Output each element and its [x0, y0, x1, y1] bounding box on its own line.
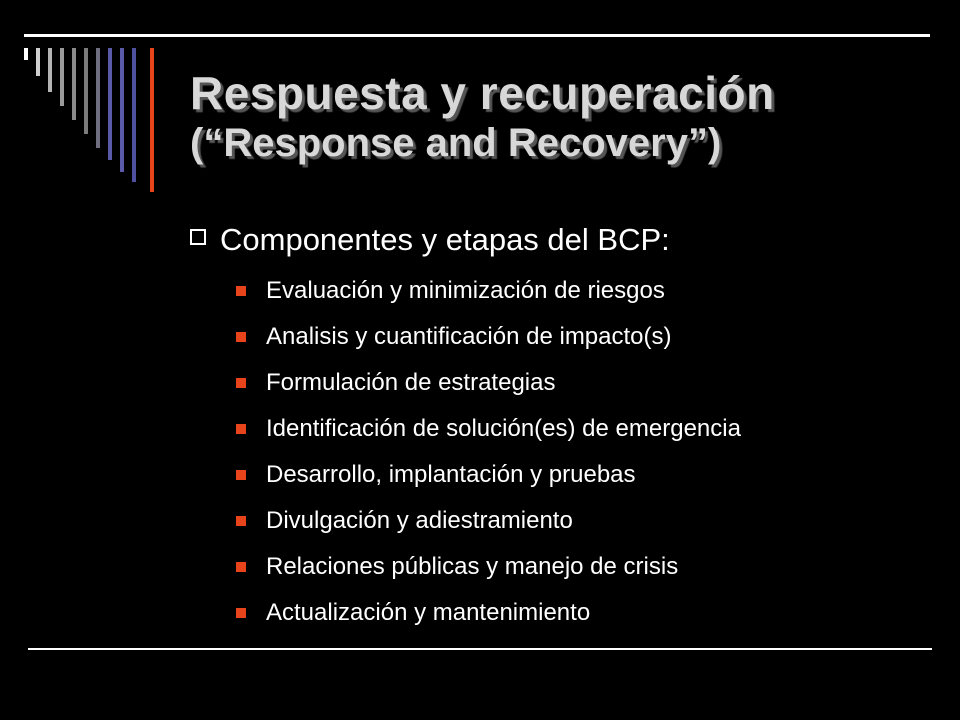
stripe — [72, 48, 76, 120]
stripe — [132, 48, 136, 182]
list-item-text: Identificación de solución(es) de emergencia — [266, 415, 741, 442]
stripe — [96, 48, 100, 148]
stripe — [84, 48, 88, 134]
filled-square-icon — [236, 424, 246, 434]
filled-square-icon — [236, 378, 246, 388]
list-item — [236, 314, 741, 360]
filled-square-icon — [236, 332, 246, 342]
stripe — [36, 48, 40, 76]
stripe — [60, 48, 64, 106]
slide-title — [190, 66, 930, 166]
bottom-divider-line — [28, 648, 932, 650]
list-item — [236, 360, 741, 406]
stripe — [108, 48, 112, 160]
list-item — [236, 406, 741, 452]
list-item — [236, 544, 741, 590]
list-item-text: Analisis y cuantificación de impacto(s) — [266, 323, 672, 350]
list-item-text: Evaluación y minimización de riesgos — [266, 277, 665, 304]
stripe — [150, 48, 154, 192]
list-item-text: Formulación de estrategias — [266, 369, 556, 396]
level1-bullet-item — [190, 220, 670, 260]
list-item — [236, 498, 741, 544]
list-item-text: Actualización y mantenimiento — [266, 599, 591, 626]
list-item — [236, 268, 741, 314]
hollow-square-icon — [190, 229, 206, 245]
list-item — [236, 452, 741, 498]
bcp-components-list — [236, 268, 741, 636]
stripe — [48, 48, 52, 92]
list-item-text: Relaciones públicas y manejo de crisis — [266, 553, 679, 580]
filled-square-icon — [236, 562, 246, 572]
top-divider-line — [24, 34, 930, 37]
bcp-heading: Componentes y etapas del BCP: — [220, 222, 670, 257]
list-item-text: Divulgación y adiestramiento — [266, 507, 573, 534]
filled-square-icon — [236, 470, 246, 480]
filled-square-icon — [236, 286, 246, 296]
stripe — [24, 48, 28, 60]
title-spanish: Respuesta y recuperación — [190, 67, 775, 119]
list-item — [236, 590, 741, 636]
filled-square-icon — [236, 608, 246, 618]
list-item-text: Desarrollo, implantación y pruebas — [266, 461, 636, 488]
title-english: (“Response and Recovery”) — [190, 121, 722, 165]
filled-square-icon — [236, 516, 246, 526]
stripe — [120, 48, 124, 172]
